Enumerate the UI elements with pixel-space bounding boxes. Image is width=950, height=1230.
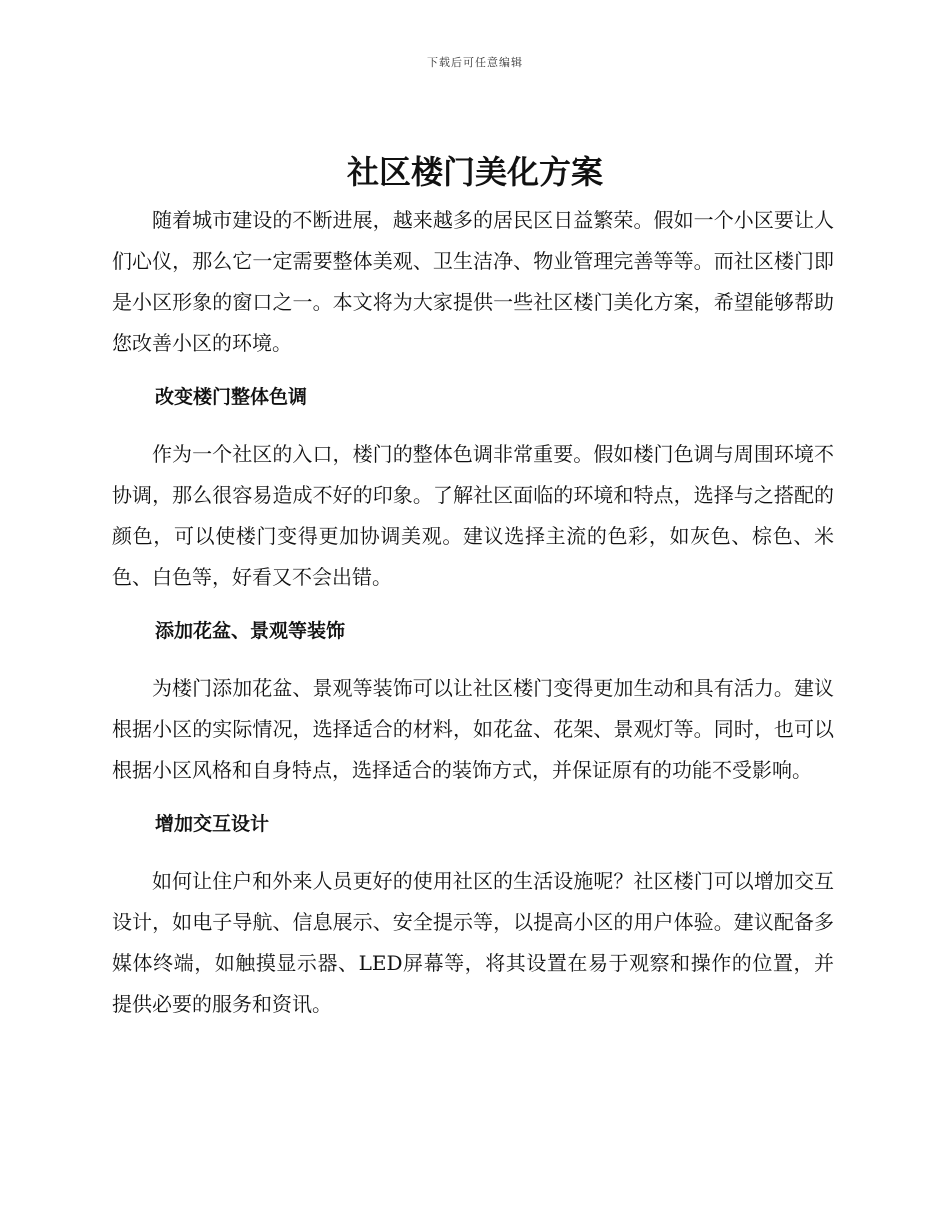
section-heading-decoration: 添加花盆、景观等装饰 bbox=[155, 620, 346, 642]
header-note: 下载后可任意编辑 bbox=[427, 56, 523, 69]
section-heading-interaction: 增加交互设计 bbox=[155, 813, 270, 835]
document-body bbox=[112, 200, 834, 1025]
section-heading-color: 改变楼门整体色调 bbox=[155, 386, 308, 408]
section-body-decoration: 为楼门添加花盆、景观等装饰可以让社区楼门变得更加生动和具有活力。建议根据小区的实际情况，选择适合的材料，如花盆、花架、景观灯等。同时，也可以根据小区风格和自身特点，选择适合的装饰方式，并保证原有的功能不受影响。 bbox=[112, 676, 834, 782]
document-title: 社区楼门美化方案 bbox=[346, 153, 603, 191]
intro-paragraph: 随着城市建设的不断进展，越来越多的居民区日益繁荣。假如一个小区要让人们心仪，那么它一定需要整体美观、卫生洁净、物业管理完善等等。而社区楼门即是小区形象的窗口之一。本文将为大家提供一些社区楼门美化方案，希望能够帮助您改善小区的环境。 bbox=[112, 208, 834, 355]
section-body-color: 作为一个社区的入口，楼门的整体色调非常重要。假如楼门色调与周围环境不协调，那么很容易造成不好的印象。了解社区面临的环境和特点，选择与之搭配的颜色，可以使楼门变得更加协调美观。建议选择主流的色彩，如灰色、棕色、米色、白色等，好看又不会出错。 bbox=[112, 442, 834, 589]
section-body-interaction: 如何让住户和外来人员更好的使用社区的生活设施呢？社区楼门可以增加交互设计，如电子导航、信息展示、安全提示等，以提高小区的用户体验。建议配备多媒体终端，如触摸显示器、LED屏幕等，将其设置在易于观察和操作的位置，并提供必要的服务和资讯。 bbox=[112, 869, 834, 1016]
